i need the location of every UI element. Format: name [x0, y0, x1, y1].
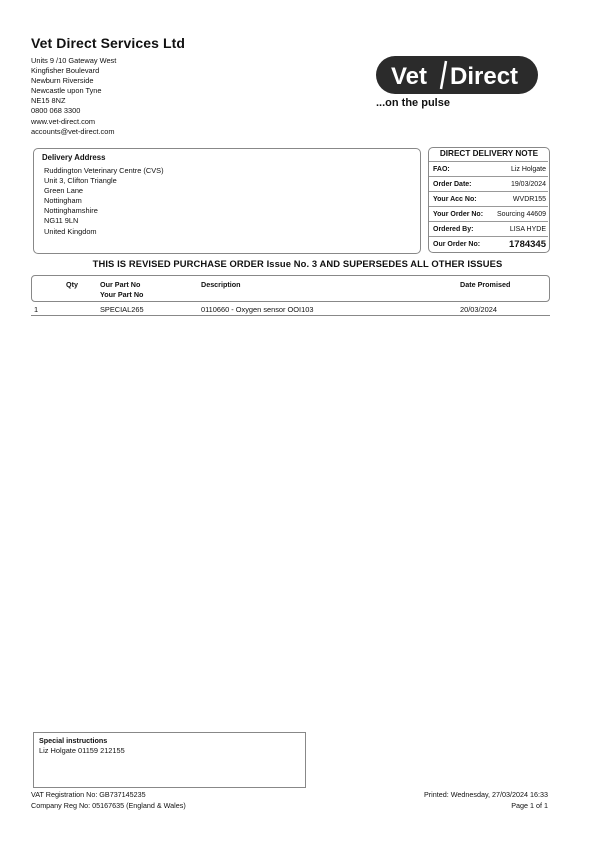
- special-instructions-title: Special instructions: [39, 736, 108, 745]
- address-line: Kingfisher Boulevard: [31, 66, 100, 76]
- delivery-line: Green Lane: [44, 186, 84, 196]
- header-qty: Qty: [66, 280, 78, 289]
- header-your-part-no: Your Part No: [100, 290, 144, 299]
- note-value: LISA HYDE: [509, 226, 546, 233]
- delivery-line: United Kingdom: [44, 226, 97, 236]
- header-date-promised: Date Promised: [460, 280, 511, 289]
- delivery-line: Nottinghamshire: [44, 206, 98, 216]
- website: www.vet-direct.com: [31, 116, 96, 126]
- note-value: Sourcing 44609: [496, 211, 546, 218]
- address-line: Newcastle upon Tyne: [31, 86, 102, 96]
- row-description: 0110660 - Oxygen sensor OOI103: [201, 305, 314, 314]
- company-registration: Company Reg No: 05167635 (England & Wales): [31, 801, 186, 810]
- note-value: WVDR155: [512, 196, 546, 203]
- delivery-line: Nottingham: [44, 196, 82, 206]
- delivery-address-lines: [44, 166, 164, 237]
- address-line: Newburn Riverside: [31, 76, 94, 86]
- note-row-our-order-no: [429, 236, 548, 253]
- special-instructions-text: Liz Holgate 01159 212155: [39, 746, 125, 755]
- email: accounts@vet-direct.com: [31, 126, 115, 136]
- logo-word-direct: Direct: [450, 63, 519, 90]
- our-order-number: 1784345: [509, 239, 546, 250]
- printed-timestamp: Printed: Wednesday, 27/03/2024 16:33: [423, 790, 548, 799]
- row-divider: [31, 315, 550, 316]
- delivery-note-title: DIRECT DELIVERY NOTE: [439, 149, 539, 158]
- note-value: 19/03/2024: [510, 181, 546, 188]
- delivery-line: Unit 3, Clifton Triangle: [44, 176, 117, 186]
- logo-tagline: ...on the pulse: [376, 97, 450, 109]
- note-label: Our Order No:: [433, 241, 481, 248]
- revised-notice: THIS IS REVISED PURCHASE ORDER Issue No. 3 AND SUPERSEDES ALL OTHER ISSUES: [92, 258, 503, 269]
- delivery-line: Ruddington Veterinary Centre (CVS): [44, 166, 164, 175]
- logo-word-vet: Vet: [391, 63, 428, 90]
- address-line: Units 9 /10 Gateway West: [31, 56, 117, 65]
- note-label: Order Date:: [433, 181, 472, 188]
- delivery-address-title: Delivery Address: [42, 153, 106, 162]
- vat-registration: VAT Registration No: GB737145235: [31, 790, 146, 799]
- page-number: Page 1 of 1: [511, 801, 548, 810]
- row-date-promised: 20/03/2024: [460, 305, 497, 314]
- note-label: Your Acc No:: [433, 196, 477, 203]
- header-our-part-no: Our Part No: [100, 280, 141, 289]
- row-qty: 1: [34, 305, 39, 314]
- address-line: NE15 8NZ: [31, 96, 66, 106]
- note-label: Ordered By:: [433, 226, 474, 233]
- company-name: Vet Direct Services Ltd: [31, 35, 186, 51]
- company-address: [31, 56, 116, 137]
- note-label: Your Order No:: [433, 211, 484, 218]
- phone: 0800 068 3300: [31, 106, 81, 116]
- row-part-no: SPECIAL265: [100, 305, 144, 314]
- note-label: FAO:: [433, 166, 450, 173]
- note-value: Liz Holgate: [510, 166, 546, 173]
- delivery-line: NG11 9LN: [44, 216, 79, 226]
- header-description: Description: [201, 280, 241, 289]
